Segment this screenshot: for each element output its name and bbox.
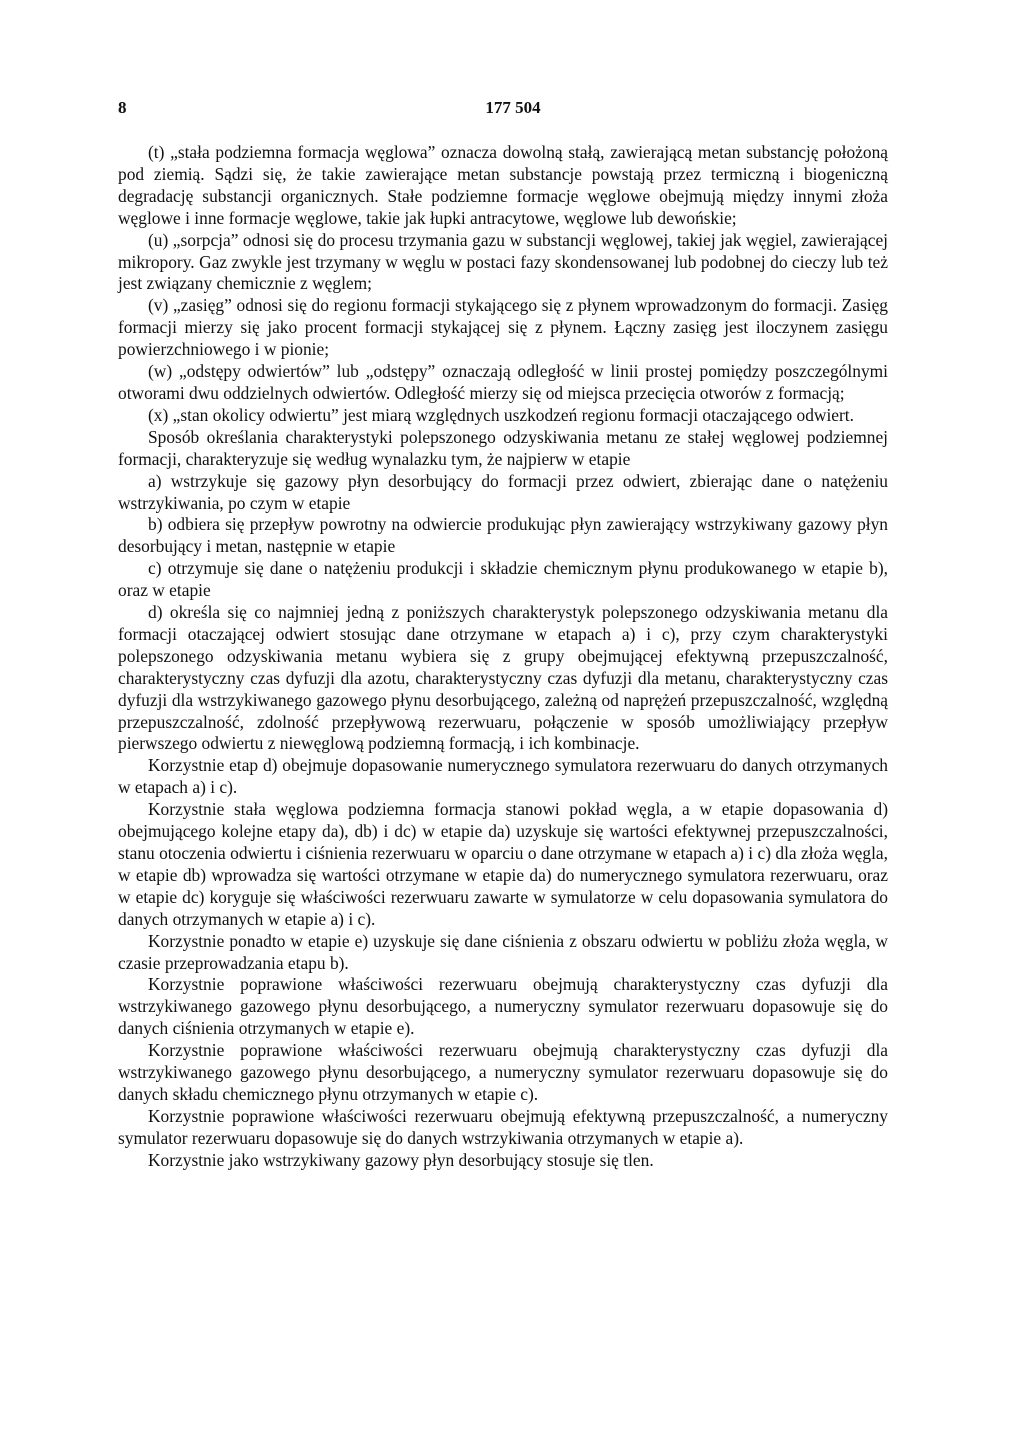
step-d-paragraph: d) określa się co najmniej jedną z poniższych charakterystyk polepszonego odzyskiwania metanu dla formacji otaczającej odwiert stosując dane otrzymane w etapach a) i c), przy czym charakterystyki polepszonego odzyskiwania metanu wybiera się z grupy obejmującej efektywną przepuszczalność, charakterystyczny czas dyfuzji dla azotu, charakterystyczny czas dyfuzji dla metanu, charakterystyczny czas dyfuzji dla wstrzykiwanego gazowego płynu desorbującego, zależną od naprężeń przepuszczalność, względną przepuszczalność, zdolność przepływową rezerwuaru, połączenie w sposób umożliwiający przepływ pierwszego odwiertu z niewęglową podziemną formacją, i ich kombinacje. (118, 602, 888, 754)
page-header (118, 98, 908, 122)
claim-paragraph: Korzystnie poprawione właściwości rezerwuaru obejmują efektywną przepuszczalność, a numeryczny symulator rezerwuaru dopasowuje się do danych wstrzykiwania otrzymanych w etapie a). (118, 1105, 888, 1148)
definition-w-paragraph: (w) „odstępy odwiertów” lub „odstępy” oznaczają odległość w linii prostej pomiędzy poszczególnymi otworami dwu oddzielnych odwiertów. Odległość mierzy się od miejsca przecięcia otworów z formacją; (118, 361, 888, 403)
claim-paragraph: Korzystnie poprawione właściwości rezerwuaru obejmują charakterystyczny czas dyfuzji dla wstrzykiwanego gazowego płynu desorbującego, a numeryczny symulator rezerwuaru dopasowuje się do danych ciśnienia otrzymanych w etapie e). (118, 974, 888, 1039)
page-number: 8 (118, 98, 127, 117)
claim-paragraph: Korzystnie ponadto w etapie e) uzyskuje się dane ciśnienia z obszaru odwiertu w pobliżu złoża węgla, w czasie przeprowadzania etapu b). (118, 930, 888, 973)
claim-paragraph: Korzystnie poprawione właściwości rezerwuaru obejmują charakterystyczny czas dyfuzji dla wstrzykiwanego gazowego płynu desorbującego, a numeryczny symulator rezerwuaru dopasowuje się do danych składu chemicznego płynu otrzymanych w etapie c). (118, 1040, 888, 1104)
claim-paragraph: Korzystnie jako wstrzykiwany gazowy płyn desorbujący stosuje się tlen. (148, 1149, 654, 1170)
step-b-paragraph: b) odbiera się przepływ powrotny na odwiercie produkując płyn zawierający wstrzykiwany gazowy płyn desorbujący i metan, następnie w etapie (118, 514, 888, 557)
page-body (118, 142, 888, 1172)
method-intro-paragraph: Sposób określania charakterystyki polepszonego odzyskiwania metanu ze stałej węglowej podziemnej formacji, charakteryzuje się według wynalazku tym, że najpierw w etapie (118, 426, 888, 469)
claim-paragraph: Korzystnie etap d) obejmuje dopasowanie numerycznego symulatora rezerwuaru do danych otrzymanych w etapach a) i c). (118, 755, 888, 798)
definition-u-paragraph: (u) „sorpcja” odnosi się do procesu trzymania gazu w substancji węglowej, takiej jak węgiel, zawierającej mikropory. Gaz zwykle jest trzymany w węglu w postaci fazy skondensowanej lub podobnej do cieczy lub też jest związany chemicznie z węglem; (118, 229, 888, 294)
definition-v-paragraph: (v) „zasięg” odnosi się do regionu formacji stykającego się z płynem wprowadzonym do formacji. Zasięg formacji mierzy się jako procent formacji stykającej się z płynem. Łączny zasięg jest iloczynem zasięgu powierzchniowego i w pionie; (118, 295, 888, 360)
claim-paragraph: Korzystnie stała węglowa podziemna formacja stanowi pokład węgla, a w etapie dopasowania d) obejmującego kolejne etapy da), db) i dc) w etapie da) uzyskuje się wartości efektywnej przepuszczalności, stanu otoczenia odwiertu i ciśnienia rezerwuaru w oparciu o dane otrzymane w etapach a) i c) dla złoża węgla, w etapie db) wprowadza się wartości otrzymane w etapie da) do numerycznego symulatora rezerwuaru, oraz w etapie dc) koryguje się właściwości rezerwuaru zawarte w symulatorze w celu dopasowania symulatora do danych otrzymanych w etapie a) i c). (118, 799, 888, 929)
step-a-paragraph: a) wstrzykuje się gazowy płyn desorbujący do formacji przez odwiert, zbierając dane o natężeniu wstrzykiwania, po czym w etapie (118, 470, 888, 513)
step-c-paragraph: c) otrzymuje się dane o natężeniu produkcji i składzie chemicznym płynu produkowanego w etapie b), oraz w etapie (118, 558, 888, 601)
definition-x-paragraph: (x) „stan okolicy odwiertu” jest miarą względnych uszkodzeń regionu formacji otaczającego odwiert. (148, 404, 854, 425)
document-number: 177 504 (485, 98, 541, 117)
definition-t-paragraph: (t) „stała podziemna formacja węglowa” oznacza dowolną stałą, zawierającą metan substancję położoną pod ziemią. Sądzi się, że takie zawierające metan substancje powstają przez termiczną i biogeniczną degradację substancji organicznych. Stałe podziemne formacje węglowe obejmują między innymi złoża węglowe i inne formacje węglowe, takie jak łupki antracytowe, węglowe lub dewońskie; (118, 142, 888, 228)
